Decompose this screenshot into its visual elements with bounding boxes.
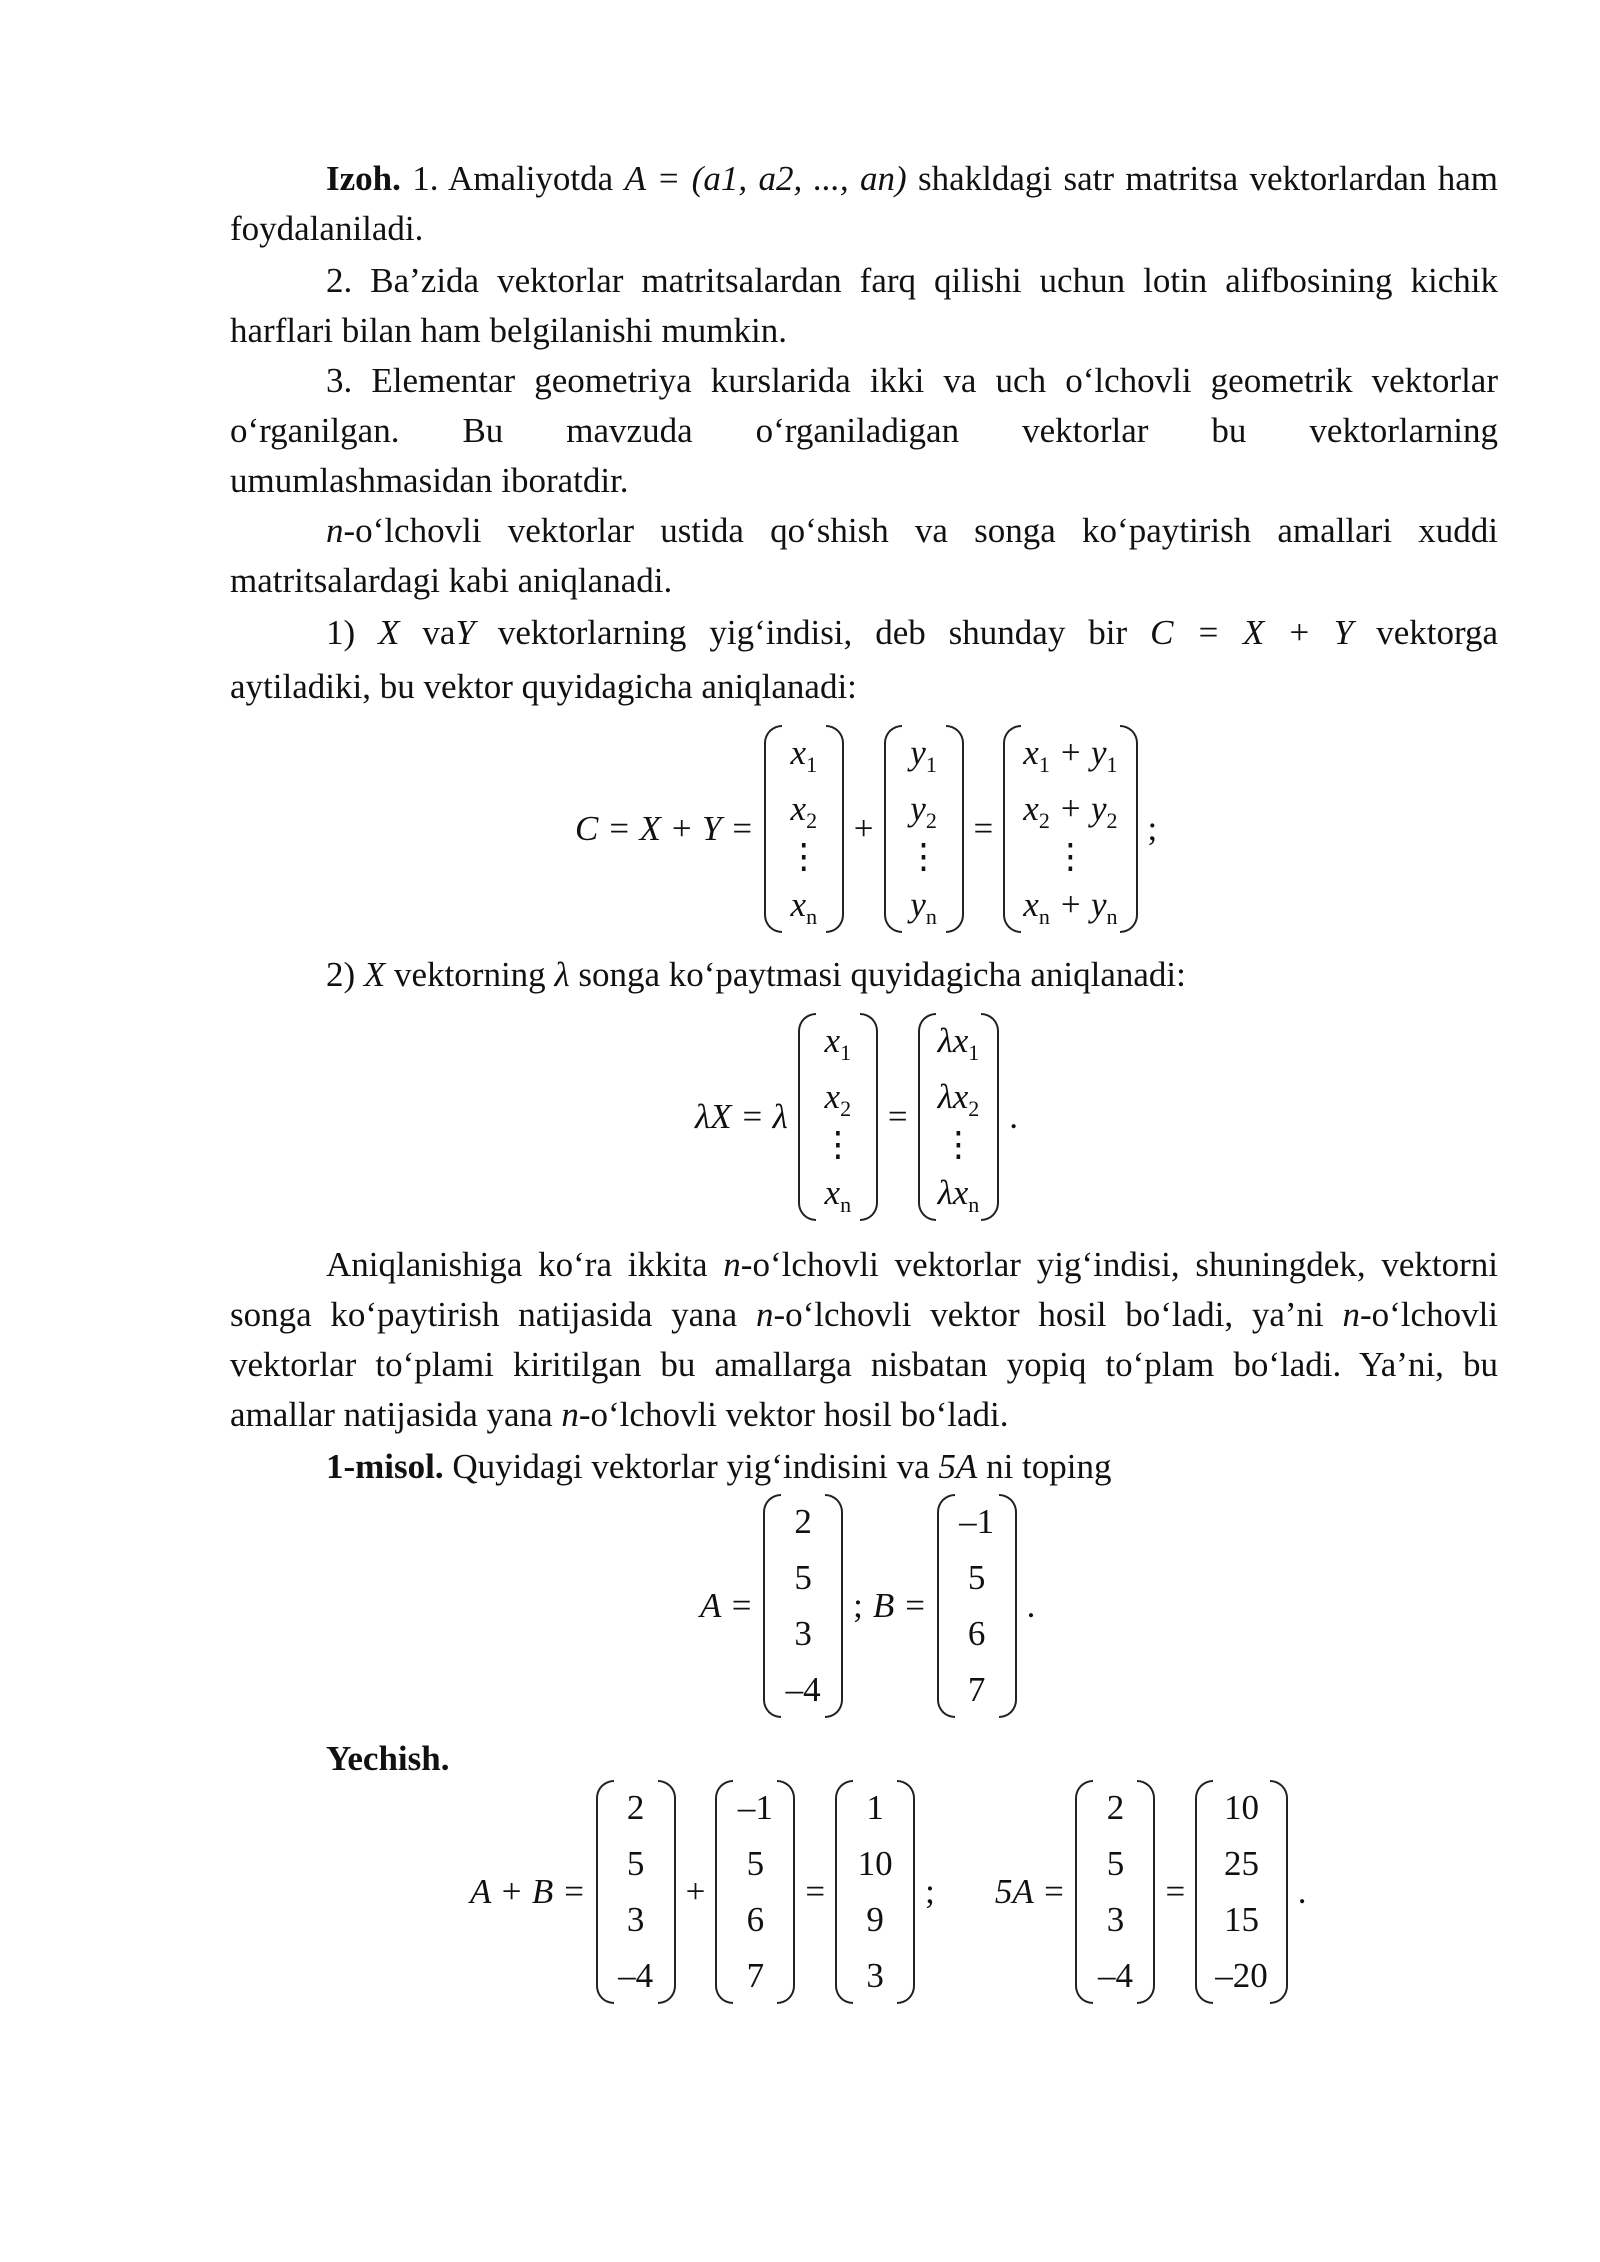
note-3-line-3: umumlashmasidan iboratdir. (230, 461, 629, 500)
vector-b (937, 1494, 1017, 1718)
b-1: –1 (959, 1502, 995, 1541)
y-2: $y_2$ (910, 789, 937, 833)
sum-2: $x_2 + y_2$ (1023, 789, 1118, 833)
example-1 (230, 1442, 1498, 1492)
x-1: $x_1$ (790, 733, 818, 777)
x-n: $x_n$ (790, 885, 818, 929)
given-vectors-equation (700, 1494, 1045, 1718)
closure-text-3: -o‘lchovli vektor hosil bo‘ladi, ya’ni (773, 1295, 1324, 1334)
example-term: 5A (938, 1447, 978, 1486)
note-2: 2. Ba’zida vektorlar matritsalardan farq qilishi uchun lotin alifbosining kichik harflari bilan ham belgilanishi mumkin. (230, 261, 1498, 350)
x-2: $x_2$ (790, 789, 818, 833)
given-sep: ; (853, 1586, 863, 1625)
n-var-3: n (1342, 1295, 1360, 1334)
solution-end: . (1297, 1872, 1307, 1911)
sa-1: 2 (626, 1788, 645, 1827)
x2-2: $x_2$ (824, 1077, 852, 1121)
lambda-symbol: λ (554, 955, 570, 994)
sb-4: 7 (746, 1956, 765, 1995)
x-symbol-2: X (363, 955, 386, 994)
a-3: 3 (794, 1614, 812, 1653)
ss-4: 3 (866, 1956, 884, 1995)
b-3: 6 (967, 1614, 986, 1653)
solution-vector-5a (1195, 1780, 1288, 2004)
sb-3: 6 (746, 1900, 765, 1939)
mul-lhs: 5A = (994, 1872, 1066, 1911)
sm-3: 15 (1223, 1900, 1259, 1939)
b-4: 7 (967, 1670, 986, 1709)
example-text: Quyidagi vektorlar yig‘indisini va (452, 1447, 930, 1486)
note-1 (230, 154, 1498, 254)
sa-4: –4 (618, 1956, 654, 1995)
closure-text-4: -o‘lchovli vektorlar to‘plami kiritilgan bu amallarga nisbatan yopiq to‘plam bo‘ladi. Ya’ni, bu amallar natijasida yana (230, 1295, 1499, 1434)
operations-text: -o‘lchovli vektorlar ustida qo‘shish va songa ko‘paytirish amallari xuddi matritsalardagi kabi aniqlanadi. (230, 511, 1498, 600)
row-vector-formula: A = (a1, a2, ..., an) (624, 159, 907, 198)
operations-paragraph (230, 506, 1498, 606)
b-lhs: B = (872, 1586, 927, 1625)
a-lhs: A = (700, 1586, 754, 1625)
example-label: 1-misol. (326, 1447, 444, 1486)
sb-1: –1 (737, 1788, 773, 1827)
lx-dots: ⋮ (940, 1125, 976, 1164)
solution-sep: ; (925, 1872, 935, 1911)
sum-lhs: C = X + Y = (575, 809, 754, 848)
sum-n: $x_n + y_n$ (1023, 885, 1118, 929)
vector-sum-result (1003, 725, 1137, 933)
def-1-number: 1) (326, 613, 356, 652)
note-1-number: 1. Amaliyotda (412, 159, 614, 198)
sm-4: –20 (1215, 1956, 1268, 1995)
closure-text-2: -o‘lchovli vektorlar yig‘indisi, shuningdek, vektorni songa ko‘paytirish natijasida yana (230, 1245, 1498, 1334)
b-2: 5 (967, 1558, 986, 1597)
sum-dots: ⋮ (1052, 837, 1088, 876)
sm-1: 10 (1223, 1788, 1259, 1827)
sum-lhs-2: A + B = (470, 1872, 586, 1911)
lx-2: $\lambda x_2$ (937, 1077, 980, 1121)
n-variable: n (326, 511, 344, 550)
equals-sign-2: = (887, 1097, 908, 1136)
vector-x-2 (798, 1013, 878, 1221)
equals-sign-4: = (1165, 1872, 1186, 1911)
def-1-end: vektorga (1376, 613, 1499, 652)
x2-1: $x_1$ (824, 1021, 852, 1065)
equals-sign-3: = (805, 1872, 826, 1911)
closure-paragraph (230, 1240, 1498, 1440)
scalar-lhs: λX = λ (695, 1097, 788, 1136)
solution-vector-a-2 (1075, 1780, 1155, 2004)
scalar-multiplication-equation (695, 1008, 1028, 1226)
y-n: $y_n$ (910, 885, 937, 929)
x-dots: ⋮ (786, 837, 822, 876)
example-end: ni toping (986, 1447, 1112, 1486)
sa2-1: 2 (1106, 1788, 1125, 1827)
solution-heading (230, 1734, 1498, 1784)
a-2: 5 (794, 1558, 812, 1597)
a-1: 2 (794, 1502, 812, 1541)
vector-sum-equation (575, 720, 1167, 938)
ss-3: 9 (866, 1900, 884, 1939)
plus-sign: + (853, 809, 874, 848)
sa-3: 3 (626, 1900, 645, 1939)
solution-vector-a (596, 1780, 676, 2004)
vector-a (763, 1494, 843, 1718)
a-4: –4 (785, 1670, 821, 1709)
y-dots: ⋮ (906, 837, 942, 876)
def-2-text: vektorning (394, 955, 546, 994)
solution-vector-b (715, 1780, 795, 2004)
sa-2: 5 (626, 1844, 645, 1883)
ss-2: 10 (857, 1844, 893, 1883)
note-3-line-2: o‘rganilgan. Bu mavzuda o‘rganiladigan vektorlar bu vektorlarning (230, 411, 1498, 450)
sb-2: 5 (746, 1844, 765, 1883)
x2-dots: ⋮ (820, 1125, 856, 1164)
given-end: . (1026, 1586, 1036, 1625)
sa2-2: 5 (1106, 1844, 1125, 1883)
solution-vector-sum (835, 1780, 915, 2004)
definition-2 (230, 950, 1498, 1000)
def-1-va: va (422, 613, 456, 652)
y-symbol: Y (455, 613, 475, 652)
note-1-text: shakldagi satr matritsa vektorlardan ham foydalaniladi. (230, 159, 1499, 248)
y-1: $y_1$ (910, 733, 937, 777)
vector-y (884, 725, 964, 933)
sa2-3: 3 (1106, 1900, 1125, 1939)
closure-text-5: -o‘lchovli vektor hosil bo‘ladi. (578, 1395, 1009, 1434)
sum-end: ; (1147, 809, 1158, 848)
definition-1-line-1 (230, 608, 1498, 658)
def-2-end: songa ko‘paytmasi quyidagicha aniqlanadi: (578, 955, 1186, 994)
def-2-number: 2) (326, 955, 356, 994)
x-symbol: X (378, 613, 400, 652)
vector-lambda-x (918, 1013, 1000, 1221)
closure-text-1: Aniqlanishiga ko‘ra ikkita (326, 1245, 708, 1284)
vector-x (764, 725, 844, 933)
n-var-2: n (755, 1295, 774, 1334)
x2-n: $x_n$ (824, 1173, 852, 1217)
plus-sign-2: + (685, 1872, 706, 1911)
sm-2: 25 (1223, 1844, 1259, 1883)
lx-1: $\lambda x_1$ (937, 1021, 980, 1065)
sum-formula-inline: C = X + Y (1150, 613, 1354, 652)
sa2-4: –4 (1097, 1956, 1133, 1995)
lx-n: $\lambda x_n$ (937, 1173, 980, 1217)
definition-1-line-2: aytiladiki, bu vektor quyidagicha aniqlanadi: (230, 667, 857, 706)
ss-1: 1 (866, 1788, 884, 1827)
note-3-line-1: 3. Elementar geometriya kurslarida ikki va uch o‘lchovli geometrik vektorlar (326, 361, 1498, 400)
def-1-text: vektorlarning yig‘indisi, deb shunday bir (497, 613, 1128, 652)
izoh-label: Izoh. (326, 159, 401, 198)
n-var-1: n (723, 1245, 741, 1284)
n-var-4: n (561, 1395, 579, 1434)
equals-sign: = (973, 809, 994, 848)
solution-equation (470, 1780, 1316, 2004)
solution-label: Yechish. (326, 1739, 450, 1778)
scalar-end: . (1009, 1097, 1019, 1136)
sum-1: $x_1 + y_1$ (1023, 733, 1118, 777)
